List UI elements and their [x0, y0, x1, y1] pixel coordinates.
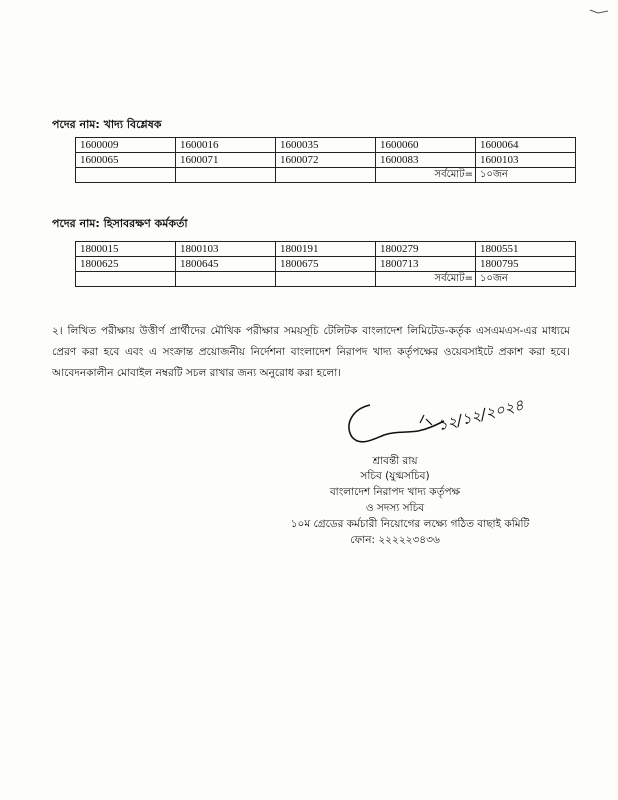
roll-cell: 1800795 [476, 257, 576, 272]
handwritten-signature [340, 395, 450, 455]
roll-table-food-analyst [75, 137, 576, 183]
signatory-committee: ১০ম গ্রেডের কর্মচারী নিয়োগের লক্ষ্যে গঠিত বাছাই কমিটি [290, 518, 530, 530]
empty-cell [76, 272, 176, 287]
roll-cell: 1800713 [376, 257, 476, 272]
roll-cell: 1800625 [76, 257, 176, 272]
roll-cell: 1600103 [476, 153, 576, 168]
empty-cell [76, 168, 176, 183]
roll-cell: 1600083 [376, 153, 476, 168]
section-heading-accounts-officer: পদের নাম: হিসাবরক্ষণ কর্মকর্তা [52, 217, 188, 230]
roll-cell: 1800279 [376, 242, 476, 257]
table-row [76, 153, 576, 168]
table-row [76, 257, 576, 272]
empty-cell [276, 168, 376, 183]
roll-cell: 1600071 [176, 153, 276, 168]
roll-cell: 1600065 [76, 153, 176, 168]
signatory-title: সচিব (যুগ্মসচিব) [360, 470, 430, 482]
roll-cell: 1600035 [276, 138, 376, 153]
roll-cell: 1600009 [76, 138, 176, 153]
signatory-organization: বাংলাদেশ নিরাপদ খাদ্য কর্তৃপক্ষ [329, 486, 461, 498]
signatory-phone: ফোন: ২২২২২৩৪৩৬ [350, 534, 440, 546]
signature-date: ১২/১২/২০২৪ [435, 395, 526, 435]
notice-paragraph: ২। লিখিত পরীক্ষায় উত্তীর্ণ প্রার্থীদের মৌখিক পরীক্ষার সময়সূচি টেলিটক বাংলাদেশ লিমিটেড-কর্তৃক এসএমএস-এর মাধ্যমে প্রেরণ করা হবে এবং এ সংক্রান্ত প্রয়োজনীয় নির্দেশনা বাংলাদেশ নিরাপদ খাদ্য কর্তৃপক্ষের ওয়েবসাইটে প্রকাশ করা হবে। আবেদনকালীন মোবাইল নম্বরটি সচল রাখার জন্য অনুরোধ করা হলো। [52, 325, 570, 379]
signatory-role: ও সদস্য সচিব [365, 502, 425, 514]
signatory-name: শ্রাবন্তী রায় [372, 455, 418, 467]
roll-cell: 1600064 [476, 138, 576, 153]
table-row [76, 242, 576, 257]
corner-scan-mark [588, 0, 610, 6]
roll-cell: 1800551 [476, 242, 576, 257]
total-label: সর্বমোট= [376, 168, 476, 183]
roll-cell: 1600060 [376, 138, 476, 153]
roll-cell: 1600072 [276, 153, 376, 168]
roll-cell: 1800675 [276, 257, 376, 272]
roll-cell: 1800103 [176, 242, 276, 257]
table-row [76, 138, 576, 153]
empty-cell [176, 168, 276, 183]
roll-cell: 1800015 [76, 242, 176, 257]
table-row-total [76, 168, 576, 183]
table-row-total [76, 272, 576, 287]
empty-cell [276, 272, 376, 287]
roll-cell: 1800645 [176, 257, 276, 272]
roll-cell: 1800191 [276, 242, 376, 257]
roll-cell: 1600016 [176, 138, 276, 153]
total-value: ১০জন [476, 168, 576, 183]
roll-table-accounts-officer [75, 241, 576, 287]
total-value: ১০জন [476, 272, 576, 287]
total-label: সর্বমোট= [376, 272, 476, 287]
empty-cell [176, 272, 276, 287]
section-heading-food-analyst: পদের নাম: খাদ্য বিশ্লেষক [52, 118, 162, 131]
